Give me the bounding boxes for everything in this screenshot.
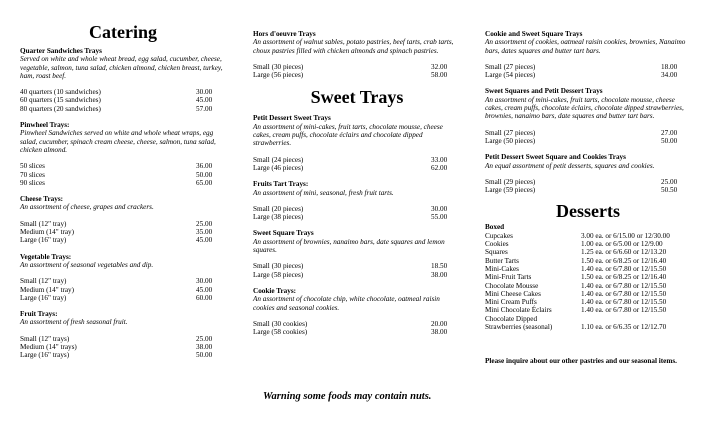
desserts-heading: Desserts (556, 201, 620, 222)
section-title: Cheese Trays: (20, 195, 64, 204)
price-row (20, 343, 226, 351)
price-row (253, 328, 461, 336)
boxed-desserts-list (485, 223, 691, 331)
price-row (253, 164, 461, 172)
price-row (20, 179, 226, 187)
dessert-row (485, 315, 691, 323)
size-label: Large (16" tray) (20, 236, 67, 245)
size-label: Large (59 pieces) (485, 186, 536, 195)
dessert-row (485, 248, 691, 256)
price-row (485, 129, 691, 137)
dessert-row (485, 290, 691, 298)
section-title: Pinwheel Trays: (20, 121, 70, 130)
pinwheel-section (20, 121, 226, 187)
price-row (20, 88, 226, 96)
dessert-name: Mini Cream Puffs (485, 298, 537, 307)
section-title: Cookie and Sweet Square Trays (485, 30, 583, 38)
price: 18.50 (431, 262, 448, 271)
price-row (20, 335, 226, 343)
price-row (485, 137, 691, 145)
cookie-trays-section (253, 287, 461, 336)
price-row (253, 71, 461, 79)
dessert-row (485, 323, 691, 331)
size-label: Large (16" trays) (20, 351, 70, 360)
price-row (20, 351, 226, 359)
dessert-price: 1.00 ea. or 6/5.00 or 12/9.00 (581, 240, 663, 249)
sweet-trays-heading: Sweet Trays (310, 87, 404, 108)
size-label: Medium (14" tray) (20, 285, 75, 294)
price: 36.00 (196, 162, 213, 171)
cookie-square-section (485, 30, 691, 79)
dessert-price: 1.40 ea. or 6/7.80 or 12/15.50 (581, 289, 667, 298)
fruit-trays-section (20, 310, 226, 359)
dessert-row (485, 240, 691, 248)
size-label: 40 quarters (10 sandwiches) (20, 88, 101, 97)
squares-petit-section (485, 87, 691, 145)
dessert-row (485, 265, 691, 273)
section-title: Cookie Trays: (253, 286, 297, 295)
dessert-row (485, 257, 691, 265)
price: 25.00 (661, 177, 678, 186)
dessert-row (485, 273, 691, 281)
size-label: Large (50 pieces) (485, 136, 536, 145)
size-label: Small (30 pieces) (253, 62, 304, 71)
price-row (485, 186, 691, 194)
size-label: Small (12" tray) (20, 277, 67, 286)
size-label: Small (27 pieces) (485, 128, 536, 137)
price: 27.00 (661, 128, 678, 137)
size-label: Medium (14" tray) (20, 228, 75, 237)
dessert-price: 1.50 ea. or 6/8.25 or 12/16.40 (581, 256, 667, 265)
size-label: 50 slices (20, 162, 45, 171)
nut-warning: Warning some foods may contain nuts. (263, 391, 432, 402)
size-label: Large (38 pieces) (253, 213, 304, 222)
section-description: Pinwheel Sandwiches served on white and whole wheat wraps, egg salad, cucumber, spinach cream cheese, cheese, salmon, tuna salad, chicken almond. (20, 129, 216, 154)
inquire-note: Please inquire about our other pastries and our seasonal items. (485, 357, 677, 366)
cheese-trays-section (20, 195, 226, 244)
dessert-price: 1.40 ea. or 6/7.80 or 12/15.50 (581, 306, 667, 315)
section-description: An assortment of cheese, grapes and crackers. (20, 203, 154, 212)
price: 45.00 (196, 96, 213, 105)
price-row (20, 236, 226, 244)
dessert-name: Chocolate Mousse (485, 281, 539, 290)
price: 60.00 (196, 293, 213, 302)
price: 50.00 (661, 136, 678, 145)
section-description: An equal assortment of petit desserts, squares and cookies. (485, 161, 655, 170)
price-row (20, 277, 226, 285)
price-row (253, 156, 461, 164)
catering-column (20, 0, 226, 360)
section-title: Sweet Square Trays (253, 229, 314, 238)
price: 34.00 (661, 71, 678, 80)
size-label: Large (54 pieces) (485, 71, 536, 80)
section-title: Vegetable Trays: (20, 252, 72, 261)
price: 58.00 (431, 71, 448, 80)
size-label: 80 quarters (20 sandwiches) (20, 104, 101, 113)
sweet-square-section (253, 229, 461, 278)
price: 45.00 (196, 236, 213, 245)
dessert-name: Cupcakes (485, 231, 513, 240)
hors-doeuvre-section (253, 30, 461, 79)
dessert-name: Cookies (485, 240, 509, 249)
price: 50.00 (196, 351, 213, 360)
price: 35.00 (196, 228, 213, 237)
price: 30.00 (196, 88, 213, 97)
petit-dessert-section (253, 114, 461, 172)
section-description: Served on white and whole wheat bread, egg salad, cucumber, cheese, vegetable, salmon, tuna salad, chicken almond, chicken breast, turkey, ham, roast beef. (20, 55, 223, 80)
dessert-name: Mini-Cakes (485, 264, 519, 273)
size-label: Small (12" trays) (20, 334, 70, 343)
price-row (20, 105, 226, 113)
section-description: An assortment of mini, seasonal, fresh fruit tarts. (253, 188, 394, 197)
catering-heading: Catering (89, 22, 157, 42)
size-label: Small (30 pieces) (253, 262, 304, 271)
dessert-name: Chocolate Dipped (485, 314, 538, 323)
price: 33.00 (431, 155, 448, 164)
size-label: Small (24 pieces) (253, 155, 304, 164)
price: 38.00 (431, 328, 448, 337)
dessert-name: Squares (485, 248, 508, 257)
size-label: Small (29 pieces) (485, 177, 536, 186)
section-title: Hors d'oeuvre Trays (253, 30, 316, 38)
size-label: Large (16" tray) (20, 293, 67, 302)
dessert-price: 1.10 ea. or 6/6.35 or 12/12.70 (581, 323, 667, 332)
size-label: Medium (14" trays) (20, 343, 77, 352)
section-description: An assortment of chocolate chip, white chocolate, oatmeal raisin cookies and seasonal cookies. (253, 295, 440, 312)
section-title: Petit Dessert Sweet Trays (253, 114, 331, 123)
price: 25.00 (196, 334, 213, 343)
size-label: Large (56 pieces) (253, 71, 304, 80)
price: 18.00 (661, 62, 678, 71)
section-title: Fruits Tart Trays: (253, 180, 309, 189)
fruit-tart-section (253, 180, 461, 221)
price-row (20, 96, 226, 104)
dessert-price: 1.40 ea. or 6/7.80 or 12/15.50 (581, 298, 667, 307)
price: 30.00 (196, 277, 213, 286)
price-row (485, 178, 691, 186)
quarter-sandwiches-section (20, 47, 226, 113)
price: 50.50 (661, 186, 678, 195)
section-title: Sweet Squares and Petit Dessert Trays (485, 87, 603, 96)
dessert-name: Mini Chocolate Éclairs (485, 306, 552, 315)
price: 65.00 (196, 178, 213, 187)
dessert-price: 1.25 ea. or 6/6.60 or 12/13.20 (581, 248, 667, 257)
price-row (253, 271, 461, 279)
section-title: Petit Dessert Sweet Square and Cookies Trays (485, 153, 626, 162)
desserts-column (485, 0, 691, 366)
section-title: Fruit Trays: (20, 310, 58, 319)
dessert-price: 3.00 ea. or 6/15.00 or 12/30.00 (581, 231, 670, 240)
dessert-price: 1.40 ea. or 6/7.80 or 12/15.50 (581, 264, 667, 273)
dessert-row (485, 282, 691, 290)
section-title: Quarter Sandwiches Trays (20, 47, 102, 55)
dessert-price: 1.40 ea. or 6/7.80 or 12/15.50 (581, 281, 667, 290)
price-row (253, 205, 461, 213)
dessert-row (485, 232, 691, 240)
price-row (20, 228, 226, 236)
price: 62.00 (431, 163, 448, 172)
size-label: 90 slices (20, 178, 45, 187)
price-row (253, 262, 461, 270)
size-label: Small (20 pieces) (253, 204, 304, 213)
section-description: An assortment of mini-cakes, fruit tarts, chocolate mousse, cheese cakes, cream puffs, chocolate éclairs, chocolate dipped strawberries, brownies, nanaimo bars, date squares and butter tart bars. (485, 95, 684, 121)
price-row (253, 63, 461, 71)
petit-cookies-section (485, 153, 691, 194)
size-label: Large (58 pieces) (253, 270, 304, 279)
size-label: Large (46 pieces) (253, 163, 304, 172)
size-label: Small (30 cookies) (253, 319, 308, 328)
dessert-name: Butter Tarts (485, 256, 519, 265)
price: 50.00 (196, 170, 213, 179)
price-row (253, 320, 461, 328)
size-label: Small (12" tray) (20, 219, 67, 228)
size-label: Small (27 pieces) (485, 62, 536, 71)
dessert-price: 1.50 ea. or 6/8.25 or 12/16.40 (581, 273, 667, 282)
price: 55.00 (431, 213, 448, 222)
size-label: 60 quarters (15 sandwiches) (20, 96, 101, 105)
price-row (485, 71, 691, 79)
price: 38.00 (431, 270, 448, 279)
price-row (253, 213, 461, 221)
dessert-name: Mini Cheese Cakes (485, 289, 541, 298)
price: 30.00 (431, 204, 448, 213)
dessert-row (485, 306, 691, 314)
size-label: Large (58 cookies) (253, 328, 308, 337)
price-row (20, 162, 226, 170)
size-label: 70 slices (20, 170, 45, 179)
section-description: An assortment of seasonal vegetables and dip. (20, 260, 154, 269)
price: 25.00 (196, 219, 213, 228)
price-row (20, 220, 226, 228)
price: 20.00 (431, 319, 448, 328)
price: 45.00 (196, 285, 213, 294)
price: 57.00 (196, 104, 213, 113)
boxed-label: Boxed (485, 223, 505, 232)
price-row (20, 171, 226, 179)
price-row (485, 63, 691, 71)
price-row (20, 286, 226, 294)
section-description: An assortment of walnut sables, potato pastries, beef tarts, crab tarts, choux pastries filled with chicken almonds and spinach pastries. (253, 38, 454, 55)
section-description: An assortment of cookies, oatmeal raisin cookies, brownies, Nanaimo bars, dates squares and butter tart bars. (485, 38, 686, 55)
section-description: An assortment of fresh seasonal fruit. (20, 318, 128, 327)
dessert-name: Strawberries (seasonal) (485, 323, 553, 332)
sweet-trays-column (253, 0, 461, 336)
price: 32.00 (431, 62, 448, 71)
section-description: An assortment of mini-cakes, fruit tarts, chocolate mousse, cheese cakes, cream puffs, chocolate éclairs and chocolate dipped strawberries. (253, 122, 443, 148)
price: 38.00 (196, 343, 213, 352)
dessert-name: Mini-Fruit Tarts (485, 273, 532, 282)
price-row (20, 294, 226, 302)
section-description: An assortment of brownies, nanaimo bars, date squares and lemon squares. (253, 237, 445, 255)
vegetable-trays-section (20, 253, 226, 302)
